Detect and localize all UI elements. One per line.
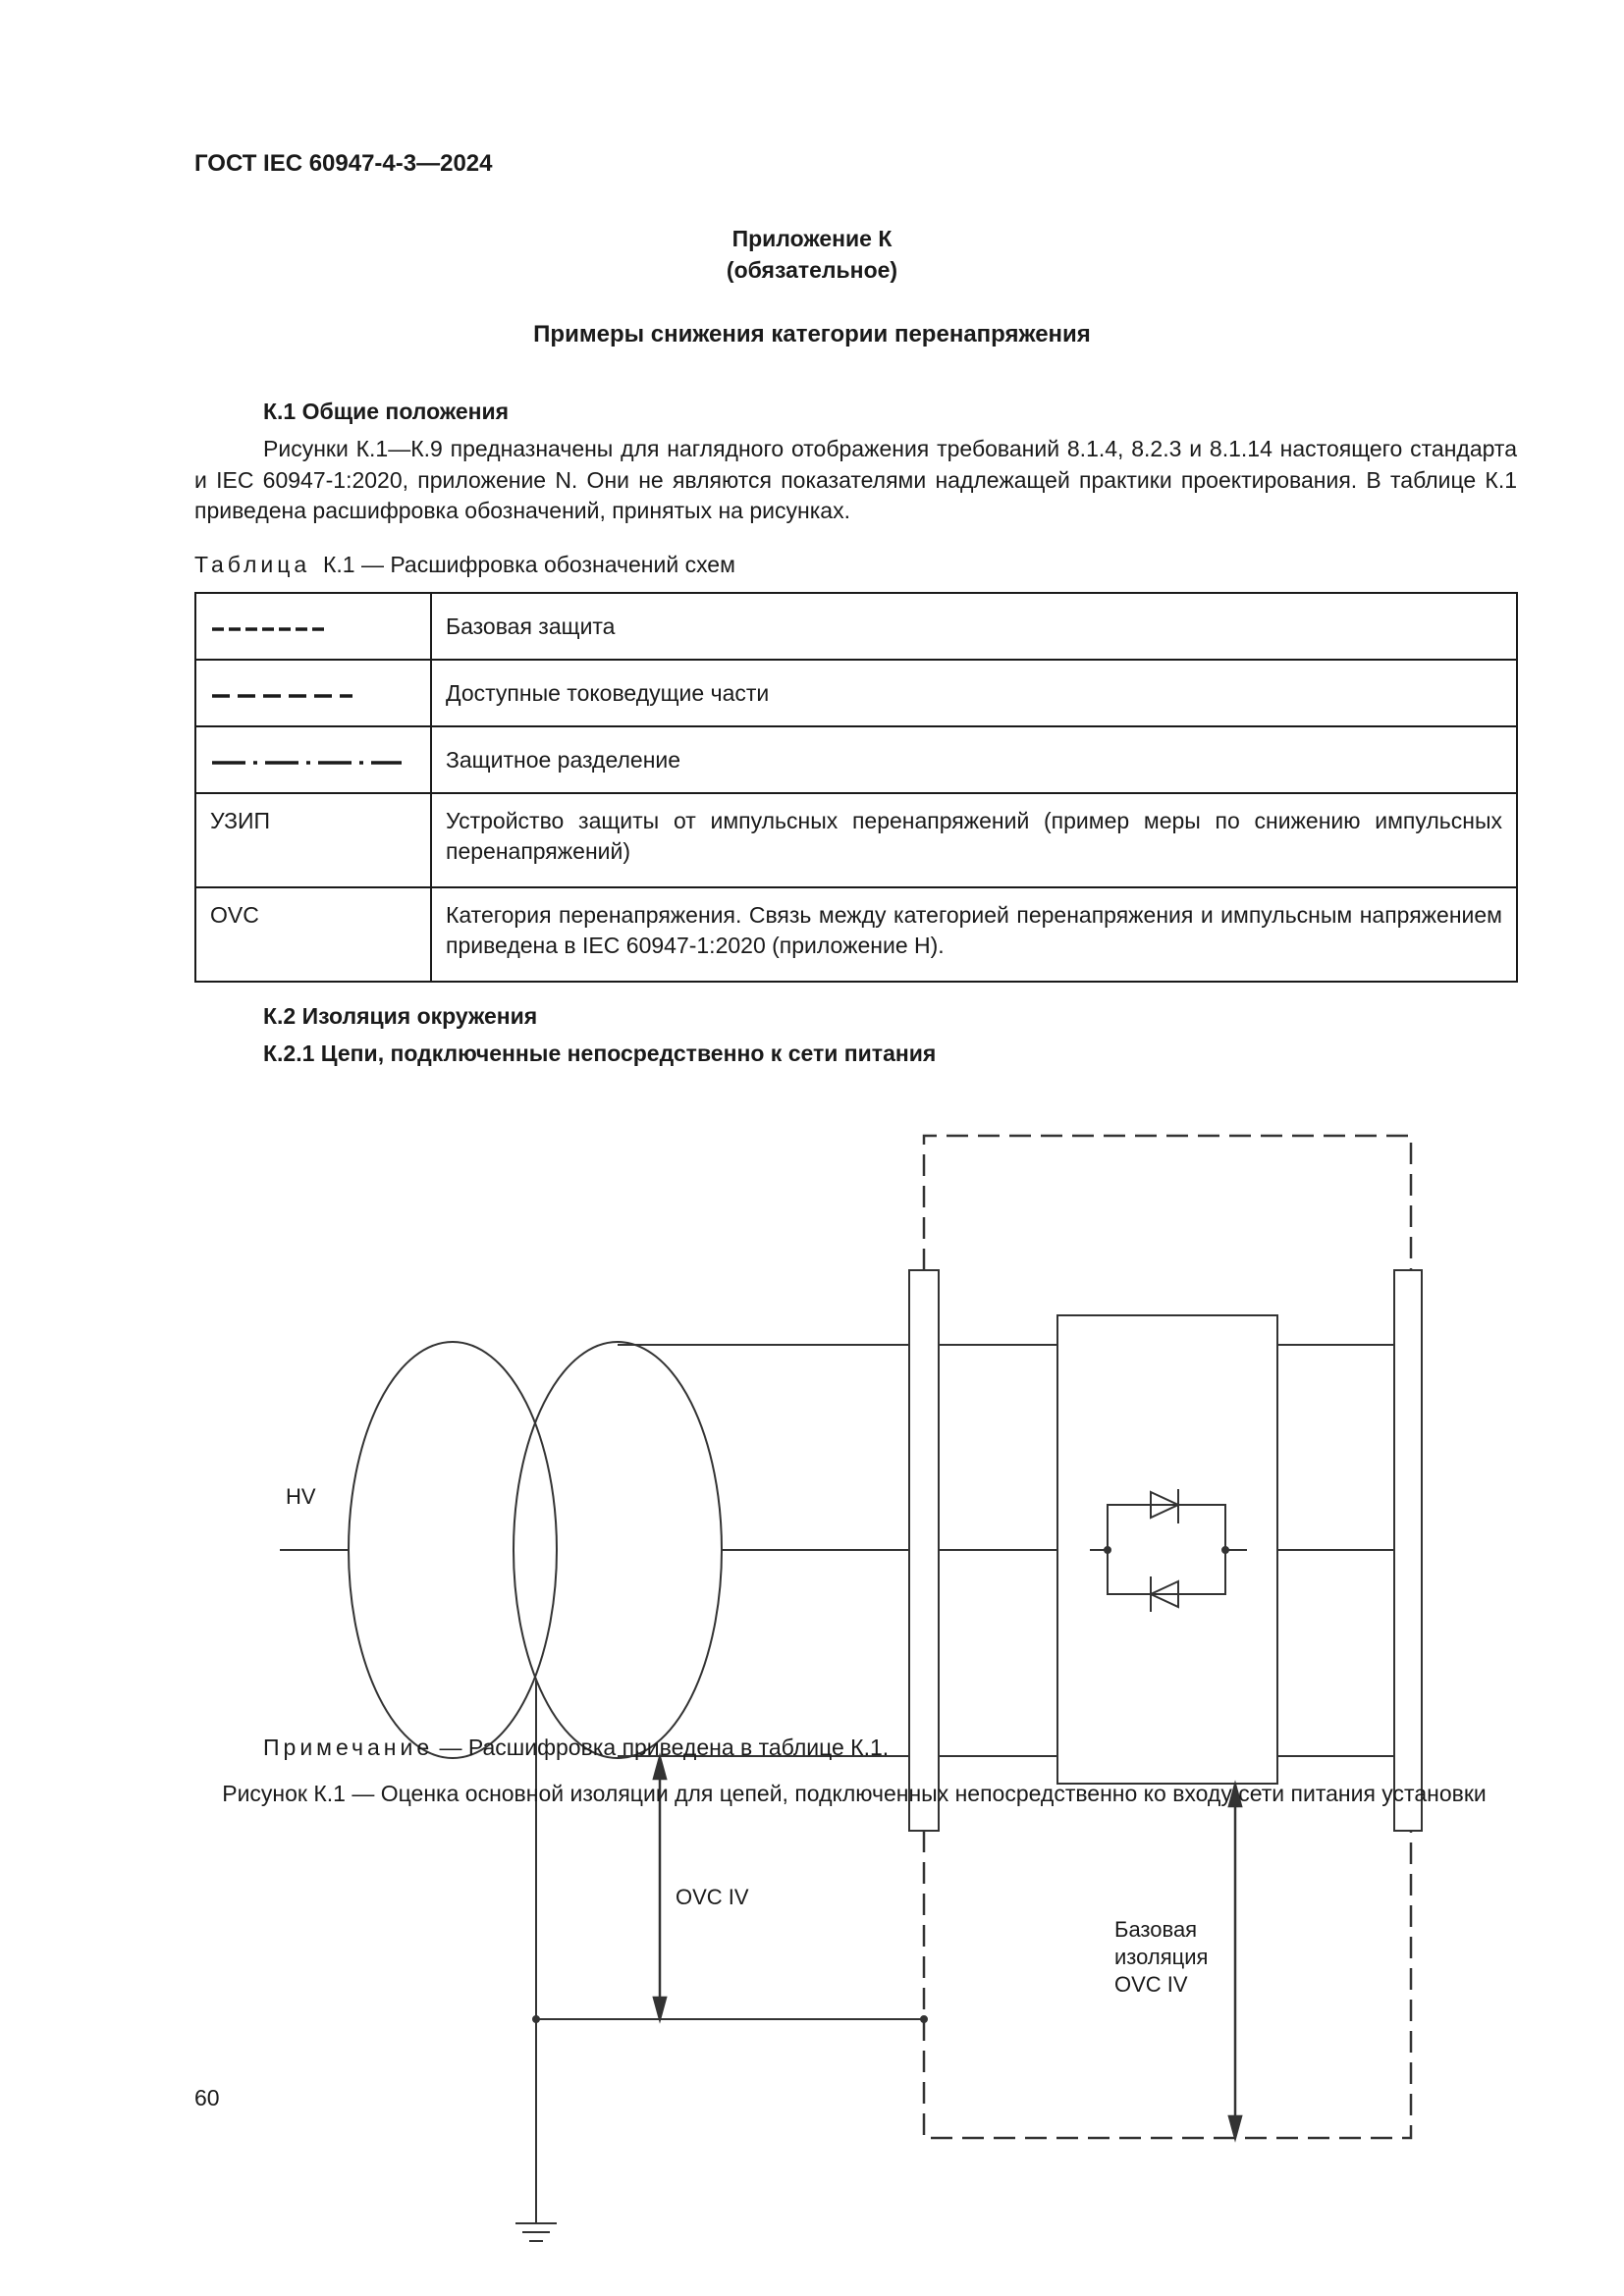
- section-k2-heading: К.2 Изоляция окружения: [263, 1003, 538, 1029]
- transformer-primary-winding: [349, 1342, 557, 1758]
- base-insulation-label-line3: OVC IV: [1114, 1972, 1188, 1997]
- basic-insulation-dimension-arrow: [1229, 1785, 1241, 2138]
- figure-note-text: — Расшифровка приведена в таблице К.1.: [439, 1735, 890, 1760]
- table-caption-prefix: Таблица: [194, 552, 311, 577]
- base-insulation-label-line2: изоляция: [1114, 1945, 1209, 1969]
- annex-title: Приложение К: [731, 226, 893, 251]
- figure-note-prefix: Примечание: [263, 1735, 434, 1760]
- section-k1-heading: К.1 Общие положения: [263, 399, 510, 424]
- ground-icon: [515, 2223, 557, 2241]
- symbol-cell: УЗИП: [195, 793, 431, 887]
- description-cell: Базовая защита: [431, 593, 1517, 660]
- table-caption-text: К.1 — Расшифровка обозначений схем: [322, 552, 735, 577]
- base-insulation-label-line1: Базовая: [1114, 1917, 1198, 1942]
- description-cell: Защитное разделение: [431, 726, 1517, 793]
- description-cell: Устройство защиты от импульсных перенапряжений (пример меры по снижению импульсных перенапряжений): [431, 793, 1517, 887]
- document-header: ГОСТ IEC 60947-4-3—2024: [194, 150, 493, 177]
- annex-heading: Примеры снижения категории перенапряжения: [533, 321, 1091, 347]
- section-k21-heading: К.2.1 Цепи, подключенные непосредственно к сети питания: [263, 1041, 937, 1066]
- annex-status: (обязательное): [726, 257, 898, 283]
- symbol-cell: OVC: [195, 887, 431, 982]
- ovc-iv-label: OVC IV: [676, 1885, 749, 1909]
- output-terminal-bar: [1394, 1270, 1422, 1831]
- page-number: 60: [194, 2085, 220, 2110]
- description-cell: Доступные токоведущие части: [431, 660, 1517, 726]
- input-terminal-bar: [909, 1270, 939, 1831]
- transformer-secondary-winding: [514, 1342, 722, 1758]
- section-k1-paragraph: Рисунки К.1—К.9 предназначены для наглядного отображения требований 8.1.4, 8.2.3 и 8.1.14 настоящего стандарта и IEC 60947-1:2020, приложение N. Они не являются показателями надлежащей практики проектирования. В таблице К.1 приведена расшифровка обозначений, принятых на рисунках.: [194, 436, 1517, 523]
- description-cell: Категория перенапряжения. Связь между категорией перенапряжения и импульсным напряжением приведена в IEC 60947-1:2020 (приложение H).: [431, 887, 1517, 982]
- figure-note: [263, 1735, 889, 1761]
- figure-caption: Рисунок К.1 — Оценка основной изоляции для цепей, подключенных непосредственно ко входу сети питания установки: [222, 1781, 1487, 1806]
- hv-label: HV: [286, 1484, 316, 1509]
